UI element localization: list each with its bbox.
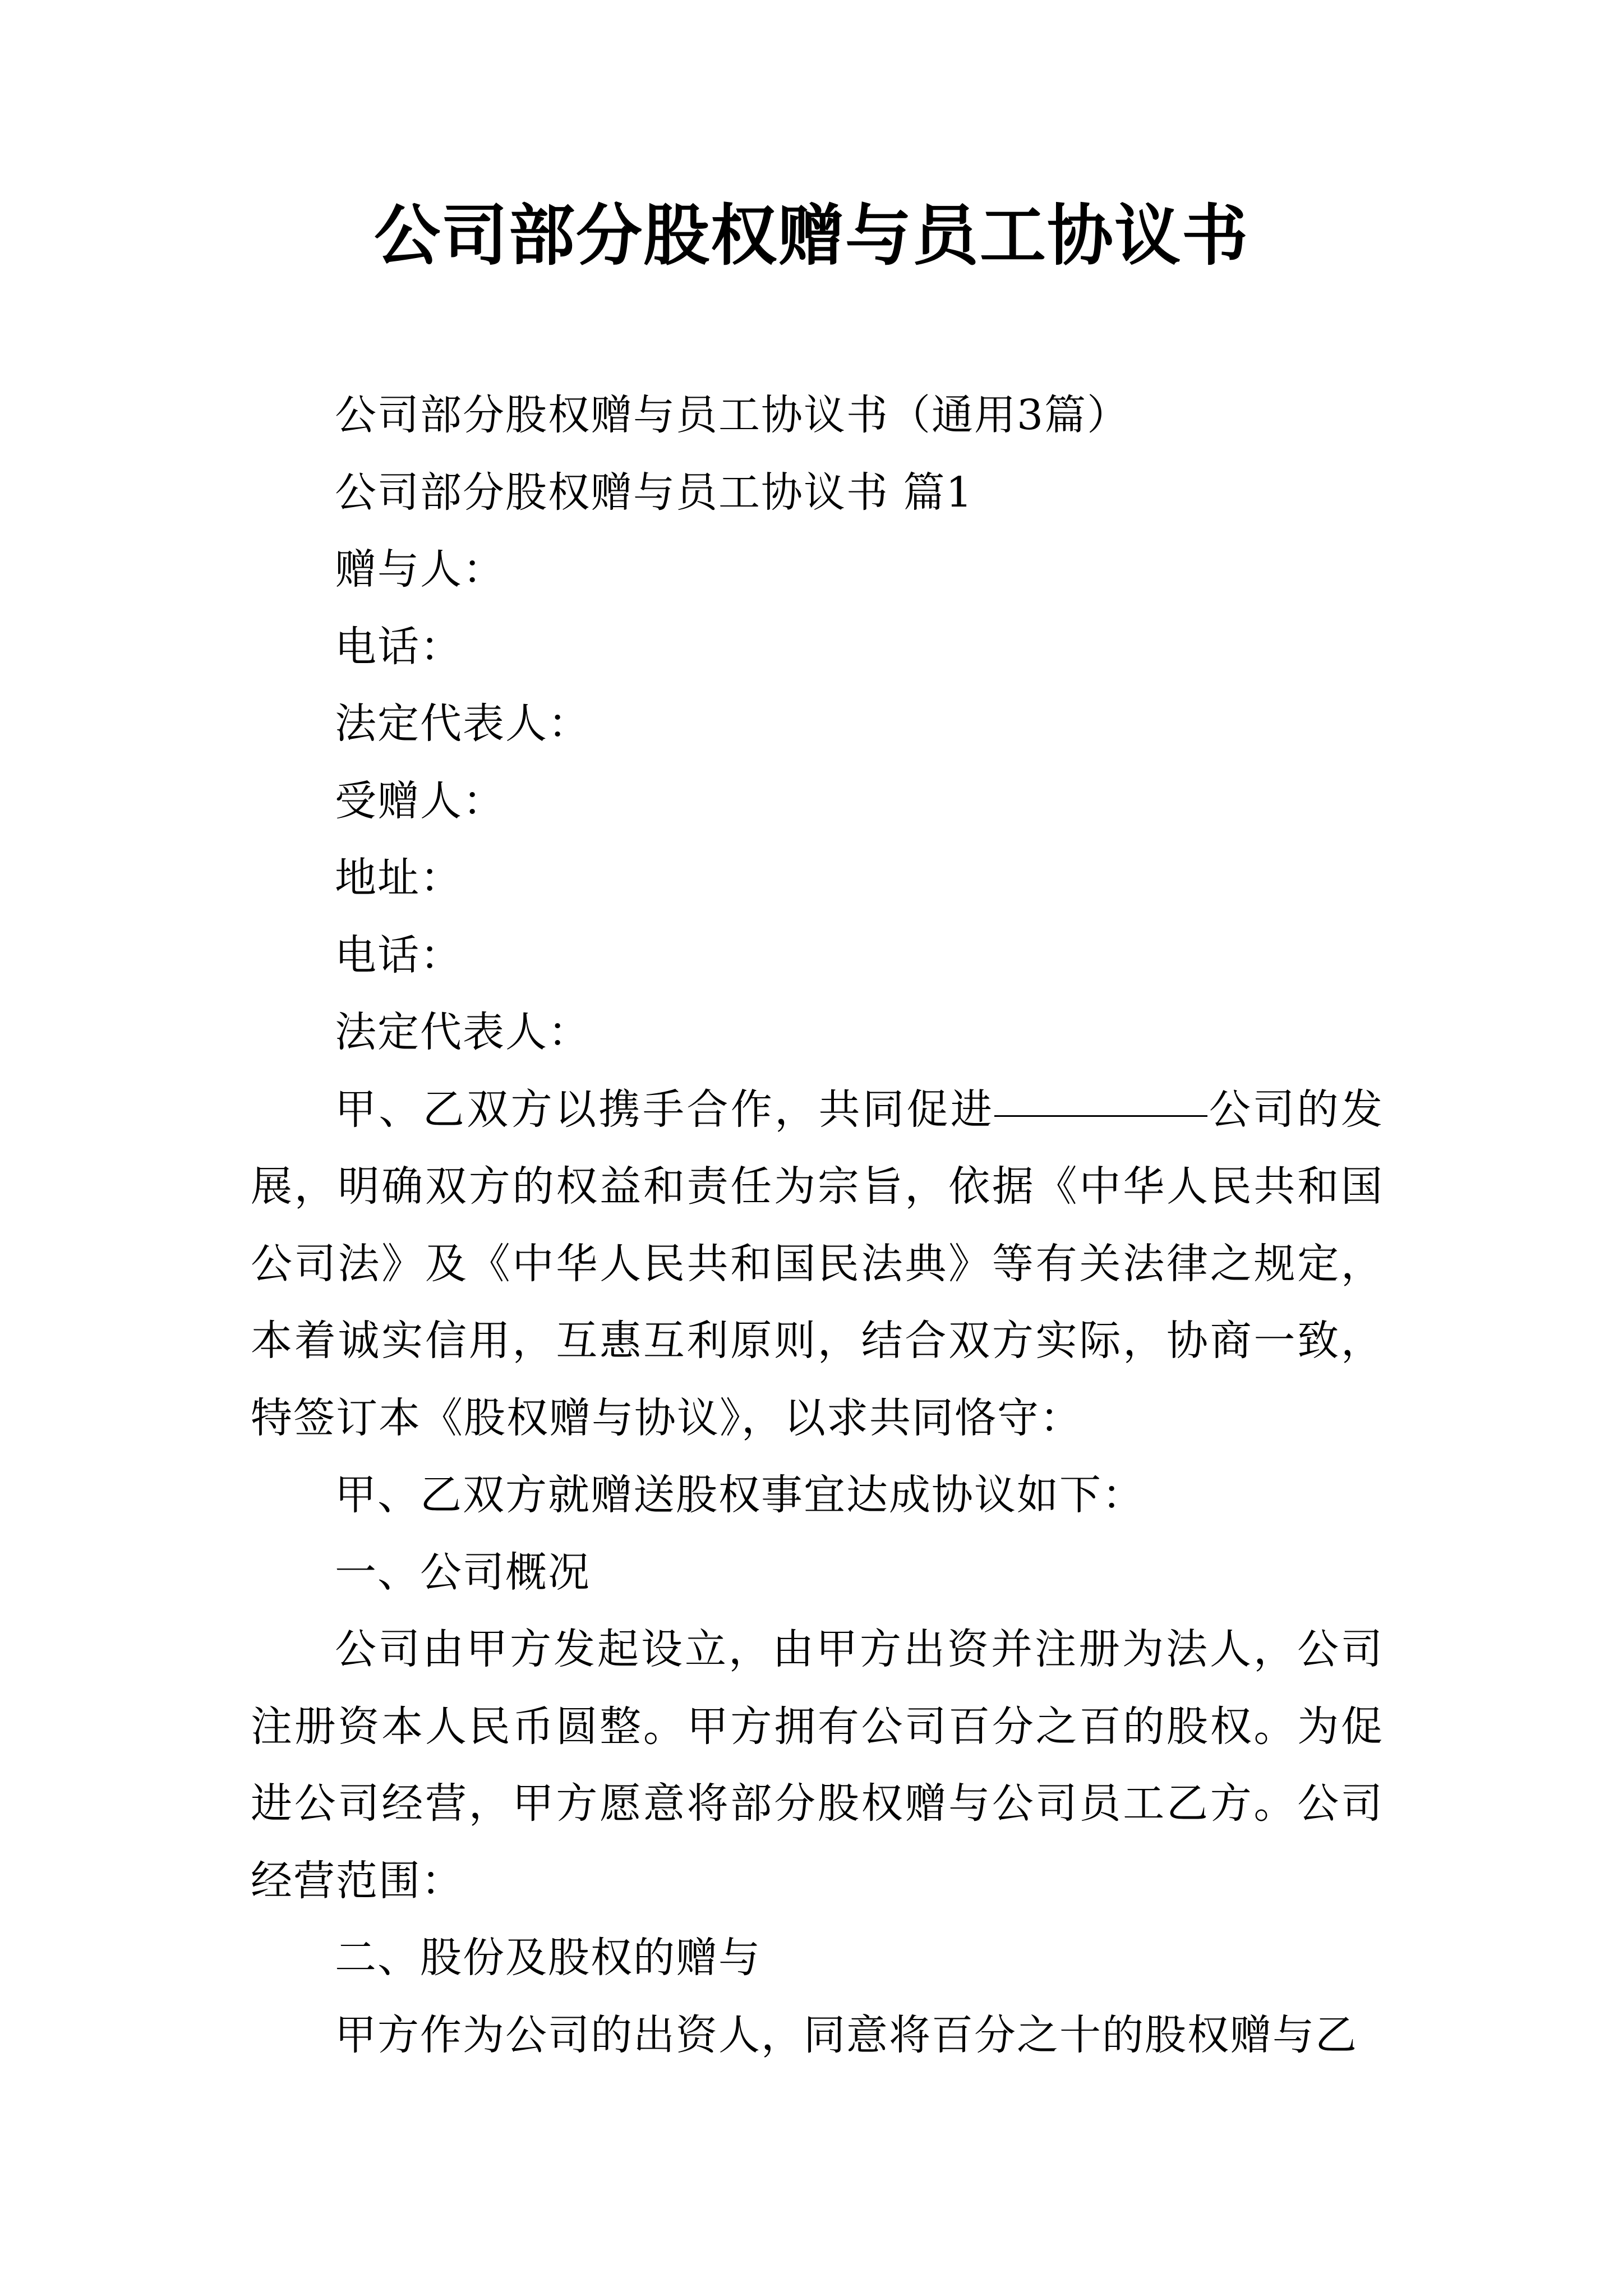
intro-before-blank: 甲、乙双方以携手合作，共同促进 xyxy=(335,1085,995,1134)
field-donee-phone: 电话： xyxy=(335,931,463,979)
field-donee-address: 地址： xyxy=(335,854,463,902)
document-body xyxy=(251,377,1384,2074)
field-donee-legal-rep: 法定代表人： xyxy=(335,1008,591,1056)
agreement-line: 甲、乙双方就赠送股权事宜达成协议如下： xyxy=(335,1471,1145,1519)
company-name-blank xyxy=(994,1115,1207,1117)
section2-heading: 二、股份及股权的赠与 xyxy=(335,1934,761,1982)
chapter-heading: 公司部分股权赠与员工协议书 篇1 xyxy=(335,468,974,517)
intro-after-blank: 公司的发展，明确双方的权益和责任为宗旨，依据《中华人民共和国公司法》及《中华人民共和国民法典》等有关法律之规定，本着诚实信用，互惠互利原则，结合双方实际，协商一致，特签订本《股权赠与协议》，以求共同恪守： xyxy=(251,1085,1384,1442)
section1-heading: 一、公司概况 xyxy=(335,1548,591,1596)
document-title: 公司部分股权赠与员工协议书 xyxy=(374,197,1249,274)
subtitle: 公司部分股权赠与员工协议书（通用3篇） xyxy=(335,391,1130,439)
section2-text: 甲方作为公司的出资人，同意将百分之十的股权赠与乙 xyxy=(335,2010,1358,2059)
field-donor-legal-rep: 法定代表人： xyxy=(335,700,591,748)
section1-text: 公司由甲方发起设立，由甲方出资并注册为法人，公司注册资本人民币圆整。甲方拥有公司百分之百的股权。为促进公司经营，甲方愿意将部分股权赠与公司员工乙方。公司经营范围： xyxy=(251,1625,1384,1905)
intro-paragraph xyxy=(251,1071,1384,1457)
field-donee: 受赠人： xyxy=(335,776,505,825)
field-donor: 赠与人： xyxy=(335,545,505,593)
field-donor-phone: 电话： xyxy=(335,622,463,671)
